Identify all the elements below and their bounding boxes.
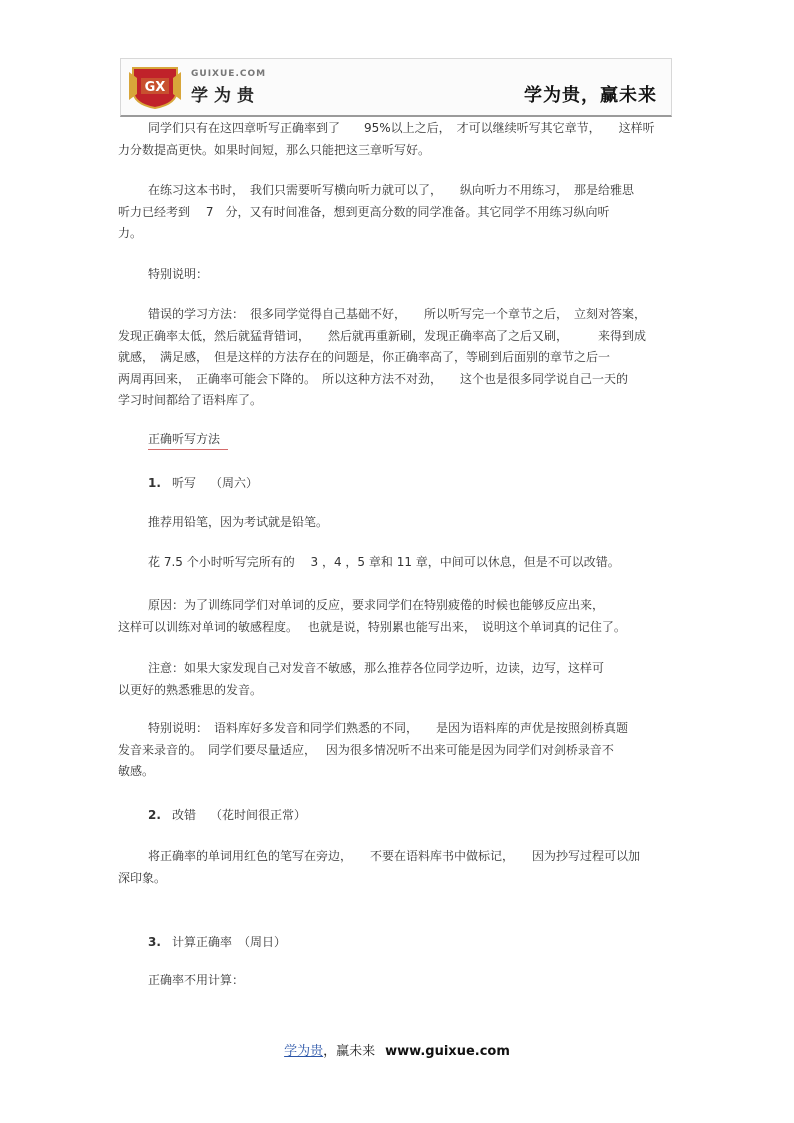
step-1-paragraph-3 (118, 595, 678, 638)
text-line: 敏感。 (118, 764, 155, 778)
text-line: 以更好的熟悉雅思的发音。 (118, 682, 263, 697)
logo-text: GX (144, 80, 166, 95)
header-banner (120, 58, 672, 117)
text-line: 错误的学习方法： 很多同学觉得自己基础不好， 所以听写完一个章节之后， 立刻对答案， (148, 307, 647, 321)
paragraph-2 (118, 180, 678, 245)
step-number: 1. (148, 476, 161, 490)
step-1-paragraph-2 (118, 552, 678, 574)
paragraph-3 (118, 264, 678, 286)
footer-brand-link[interactable]: 学为贵 (284, 1044, 324, 1059)
brand-name: 学为贵 (191, 86, 260, 106)
step-3-heading (148, 933, 286, 950)
step-1-paragraph-5 (118, 718, 678, 783)
text-line: 发音来录音的。 同学们要尽量适应， 因为很多情况听不出来可能是因为同学们对剑桥录音不 (118, 742, 614, 757)
step-number: 2. (148, 808, 161, 822)
step-title: 听写 (172, 476, 197, 490)
text-line: 就感， 满足感， 但是这样的方法存在的问题是，你正确率高了，等刷到后面别的章节之后一 (118, 350, 611, 364)
paragraph-4 (118, 304, 678, 412)
text-line: 两周再回来， 正确率可能会下降的。 所以这种方法不对劲， 这个也是很多同学说自己一天的 (118, 371, 629, 386)
step-note: （花时间很正常） (210, 808, 307, 822)
text-line: 注意：如果大家发现自己对发音不敏感，那么推荐各位同学边听，边读，边写，这样可 (148, 661, 605, 675)
text-line: 深印象。 (118, 870, 167, 885)
header-slogan: 学为贵，赢未来 (524, 85, 657, 106)
step-3-paragraph-1 (118, 970, 678, 992)
site-name: GUIXUE.COM (191, 69, 267, 79)
footer-url[interactable]: www.guixue.com (385, 1044, 510, 1059)
paragraph-1 (118, 118, 678, 161)
text-line: 这样可以训练对单词的敏感程度。 也就是说，特别累也能写出来， 说明这个单词真的记住了。 (118, 619, 626, 634)
step-note: （周六） (210, 476, 259, 490)
crest-logo-icon (127, 64, 183, 110)
text-line: 正确率不用计算： (148, 973, 245, 987)
text-line: 力。 (118, 226, 143, 240)
step-note: （周日） (238, 935, 287, 949)
text-line: 特别说明： 语料库好多发音和同学们熟悉的不同， 是因为语料库的声优是按照剑桥真题 (148, 721, 629, 735)
page-footer (0, 1040, 794, 1059)
text-line: 花 7.5 个小时听写完所有的 3 ，4 ，5 章和 11 章，中间可以休息，但是不可以改错。 (148, 555, 620, 569)
text-line: 同学们只有在这四章听写正确率到了 95%以上之后， 才可以继续听写其它章节， 这样听 (148, 121, 655, 135)
text-line: 力分数提高更快。如果时间短，那么只能把这三章听写好。 (118, 142, 431, 157)
text-line: 听力已经考到 7 分，又有时间准备，想到更高分数的同学准备。其它同学不用练习纵向听 (118, 204, 610, 219)
footer-separator: ， (323, 1044, 337, 1059)
text-line: 特别说明： (148, 267, 209, 281)
text-line: 将正确率的单词用红色的笔写在旁边， 不要在语料库书中做标记， 因为抄写过程可以加 (148, 849, 641, 863)
footer-slogan: 赢未来 (336, 1044, 376, 1059)
step-1-paragraph-1 (118, 512, 678, 534)
text-line: 在练习这本书时， 我们只需要听写横向听力就可以了， 纵向听力不用练习， 那是给雅思 (148, 183, 635, 197)
text-line: 推荐用铅笔，因为考试就是铅笔。 (148, 515, 329, 529)
step-number: 3. (148, 935, 161, 949)
section-title: 正确听写方法 (148, 430, 228, 450)
step-1-heading (148, 474, 258, 491)
step-title: 计算正确率 (172, 935, 233, 949)
step-1-paragraph-4 (118, 658, 678, 701)
text-line: 原因：为了训练同学们对单词的反应，要求同学们在特别疲倦的时候也能够反应出来， (148, 598, 605, 612)
text-line: 学习时间都给了语料库了。 (118, 393, 263, 407)
step-2-heading (148, 806, 306, 823)
step-title: 改错 (172, 808, 197, 822)
text-line: 发现正确率太低，然后就猛背错词， 然后就再重新刷，发现正确率高了之后又刷， 来得到成 (118, 328, 647, 343)
step-2-paragraph-1 (118, 846, 678, 889)
